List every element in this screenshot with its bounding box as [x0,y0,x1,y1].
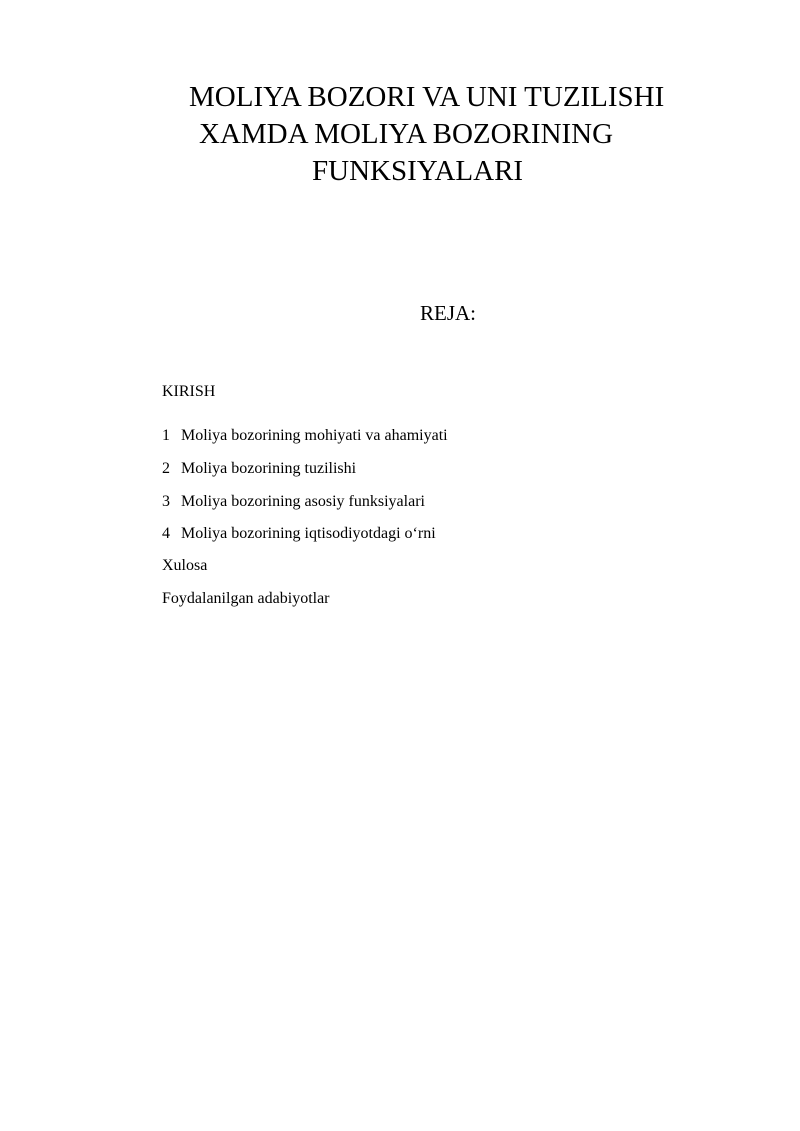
toc-item-text: Moliya bozorining tuzilishi [181,460,357,477]
toc-item-4 [162,523,436,545]
toc-item-text: Moliya bozorining iqtisodiyotdagi o‘rni [181,525,436,542]
toc-references: Foydalanilgan adabiyotlar [162,590,330,607]
toc-item-number: 3 [162,493,170,510]
toc-intro: KIRISH [162,383,216,400]
plan-heading: REJA: [420,301,477,325]
toc-item-number: 2 [162,460,170,477]
toc-item-text: Moliya bozorining asosiy funksiyalari [181,493,425,510]
toc-item-text: Moliya bozorining mohiyati va ahamiyati [181,427,448,444]
toc-item-number: 1 [162,427,170,444]
document-title-line-1: MOLIYA BOZORI VA UNI TUZILISHI [189,81,665,113]
toc-item-1 [162,425,448,447]
toc-item-3 [162,491,425,513]
document-title-line-2: XAMDA MOLIYA BOZORINING [199,118,614,150]
toc-conclusion: Xulosa [162,557,208,574]
document-title-line-3: FUNKSIYALARI [312,155,524,187]
toc-item-2 [162,458,356,480]
toc-item-number: 4 [162,525,170,542]
